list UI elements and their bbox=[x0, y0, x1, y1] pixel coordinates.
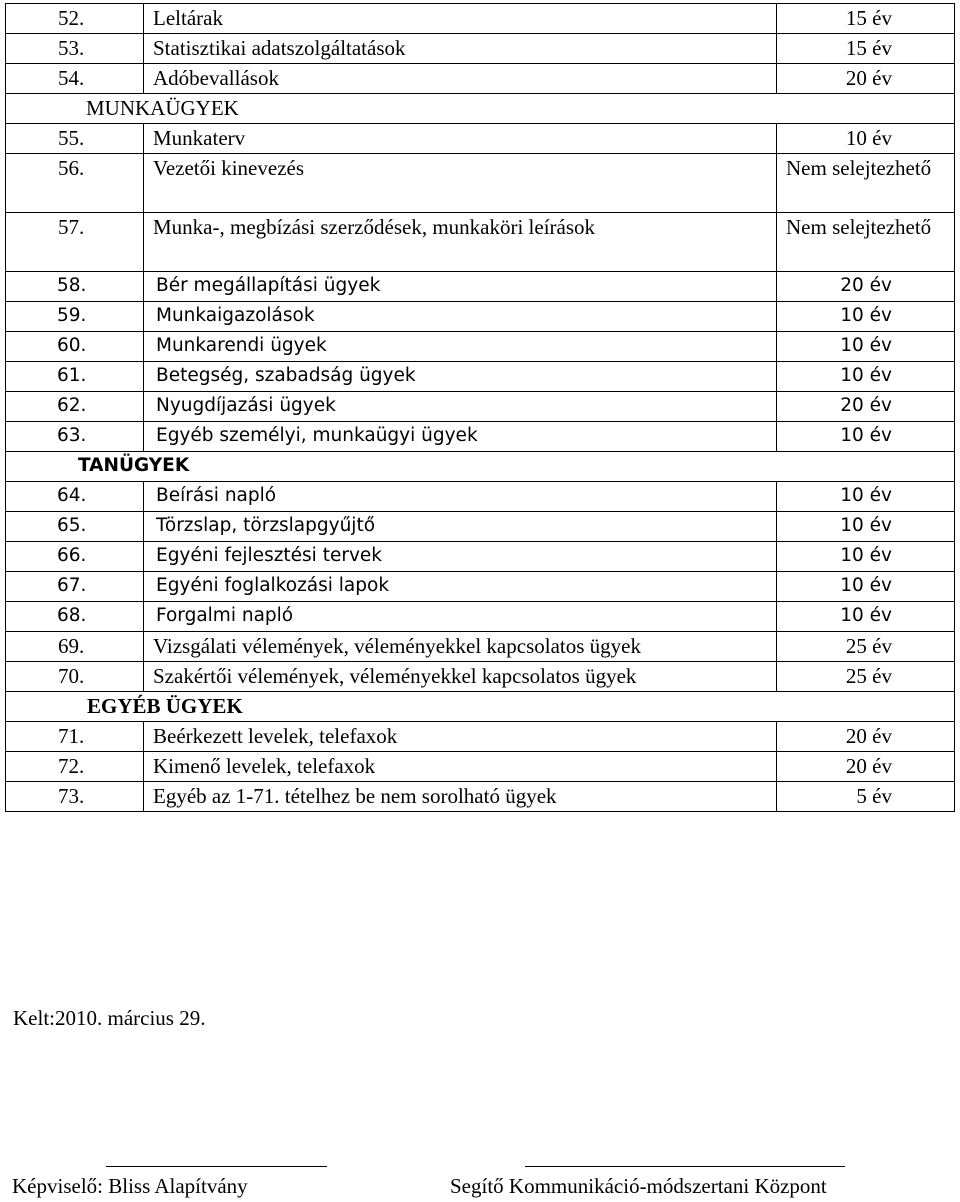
table-row bbox=[6, 752, 955, 782]
section-heading: MUNKAÜGYEK bbox=[86, 96, 239, 120]
retention-period: 10 év bbox=[840, 365, 892, 386]
item-description: Adóbevallások bbox=[144, 64, 777, 93]
item-description: Statisztikai adatszolgáltatások bbox=[144, 34, 777, 63]
item-number: 68. bbox=[6, 602, 144, 631]
item-description: Munkarendi ügyek bbox=[144, 332, 777, 361]
table-row bbox=[6, 512, 955, 542]
table-row bbox=[6, 124, 955, 154]
table-row bbox=[6, 422, 955, 452]
item-description: Betegség, szabadság ügyek bbox=[144, 362, 777, 391]
retention-period: Nem selejtezhető bbox=[786, 215, 932, 239]
retention-period: 25 év bbox=[845, 634, 892, 658]
retention-period: 10 év bbox=[840, 485, 892, 506]
item-number: 56. bbox=[6, 154, 144, 212]
item-description: Beírási napló bbox=[144, 482, 777, 511]
table-row bbox=[6, 332, 955, 362]
retention-period: 10 év bbox=[840, 605, 892, 626]
table-row bbox=[6, 542, 955, 572]
retention-period: 10 év bbox=[840, 305, 892, 326]
item-description: Munkaterv bbox=[144, 124, 777, 153]
item-description: Munka-, megbízási szerződések, munkaköri leírások bbox=[144, 213, 777, 271]
item-description: Egyéni foglalkozási lapok bbox=[144, 572, 777, 601]
item-number: 70. bbox=[6, 662, 144, 691]
table-row bbox=[6, 213, 955, 272]
item-description: Szakértői vélemények, véleményekkel kapcsolatos ügyek bbox=[144, 662, 777, 691]
table-row bbox=[6, 4, 955, 34]
table-row bbox=[6, 392, 955, 422]
item-description: Törzslap, törzslapgyűjtő bbox=[144, 512, 777, 541]
retention-period: 20 év bbox=[845, 724, 892, 748]
left-signature-line bbox=[106, 1166, 327, 1167]
table-row bbox=[6, 302, 955, 332]
section-heading-row bbox=[6, 94, 955, 124]
table-row bbox=[6, 602, 955, 632]
retention-period: 5 év bbox=[856, 784, 892, 808]
item-number: 59. bbox=[6, 302, 144, 331]
retention-period: 15 év bbox=[845, 36, 892, 60]
item-number: 54. bbox=[6, 64, 144, 93]
item-number: 60. bbox=[6, 332, 144, 361]
table-row bbox=[6, 632, 955, 662]
item-description: Vizsgálati vélemények, véleményekkel kapcsolatos ügyek bbox=[144, 632, 777, 661]
retention-schedule-table bbox=[5, 3, 955, 812]
item-number: 67. bbox=[6, 572, 144, 601]
table-row bbox=[6, 64, 955, 94]
table-row bbox=[6, 572, 955, 602]
retention-period: 10 év bbox=[840, 425, 892, 446]
issue-date: Kelt:2010. március 29. bbox=[13, 1006, 206, 1030]
item-number: 62. bbox=[6, 392, 144, 421]
item-number: 52. bbox=[6, 4, 144, 33]
item-description: Bér megállapítási ügyek bbox=[144, 272, 777, 301]
retention-period: 20 év bbox=[845, 66, 892, 90]
left-signature-label: Képviselő: Bliss Alapítvány bbox=[12, 1174, 248, 1198]
item-description: Forgalmi napló bbox=[144, 602, 777, 631]
retention-period: 10 év bbox=[840, 515, 892, 536]
item-description: Munkaigazolások bbox=[144, 302, 777, 331]
right-signature-line bbox=[525, 1166, 845, 1167]
section-heading-row bbox=[6, 692, 955, 722]
table-row bbox=[6, 362, 955, 392]
retention-period: 10 év bbox=[840, 545, 892, 566]
item-number: 69. bbox=[6, 632, 144, 661]
retention-period: 10 év bbox=[845, 126, 892, 150]
item-number: 57. bbox=[6, 213, 144, 271]
item-number: 71. bbox=[6, 722, 144, 751]
retention-period: 20 év bbox=[840, 395, 892, 416]
retention-period: Nem selejtezhető bbox=[786, 156, 932, 180]
item-number: 64. bbox=[6, 482, 144, 511]
item-number: 63. bbox=[6, 422, 144, 451]
item-description: Egyéb személyi, munkaügyi ügyek bbox=[144, 422, 777, 451]
item-description: Nyugdíjazási ügyek bbox=[144, 392, 777, 421]
retention-period: 15 év bbox=[845, 6, 892, 30]
table-row bbox=[6, 34, 955, 64]
table-row bbox=[6, 782, 955, 812]
item-description: Egyéb az 1-71. tételhez be nem sorolható ügyek bbox=[144, 782, 777, 811]
retention-period: 20 év bbox=[840, 275, 892, 296]
item-description: Beérkezett levelek, telefaxok bbox=[144, 722, 777, 751]
section-heading: TANÜGYEK bbox=[78, 455, 190, 476]
retention-period: 10 év bbox=[840, 575, 892, 596]
retention-period: 10 év bbox=[840, 335, 892, 356]
item-number: 58. bbox=[6, 272, 144, 301]
table-row bbox=[6, 482, 955, 512]
retention-period: 25 év bbox=[845, 664, 892, 688]
section-heading-row bbox=[6, 452, 955, 482]
item-description: Kimenő levelek, telefaxok bbox=[144, 752, 777, 781]
retention-period: 20 év bbox=[845, 754, 892, 778]
table-row bbox=[6, 662, 955, 692]
table-row bbox=[6, 272, 955, 302]
item-number: 53. bbox=[6, 34, 144, 63]
item-number: 55. bbox=[6, 124, 144, 153]
item-description: Egyéni fejlesztési tervek bbox=[144, 542, 777, 571]
section-heading: EGYÉB ÜGYEK bbox=[87, 694, 243, 718]
item-description: Vezetői kinevezés bbox=[144, 154, 777, 212]
item-number: 66. bbox=[6, 542, 144, 571]
item-number: 73. bbox=[6, 782, 144, 811]
item-number: 61. bbox=[6, 362, 144, 391]
table-row bbox=[6, 722, 955, 752]
right-signature-label: Segítő Kommunikáció-módszertani Központ bbox=[450, 1174, 827, 1198]
table-row bbox=[6, 154, 955, 213]
item-number: 72. bbox=[6, 752, 144, 781]
item-number: 65. bbox=[6, 512, 144, 541]
item-description: Leltárak bbox=[144, 4, 777, 33]
